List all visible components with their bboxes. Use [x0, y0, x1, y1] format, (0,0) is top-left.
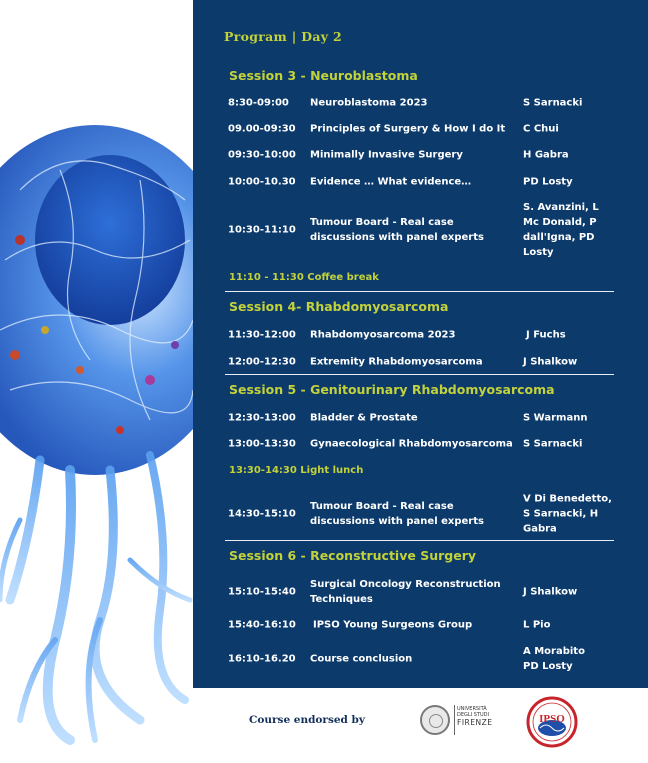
row-time: 09:30-10:00	[228, 149, 296, 161]
schedule-row	[228, 435, 618, 453]
row-time: 12:00-12:30	[228, 356, 296, 368]
row-speaker: C Chui	[523, 123, 559, 135]
session-title: Session 5 - Genitourinary Rhabdomyosarcoma	[229, 382, 555, 397]
program-title: Program | Day 2	[224, 29, 342, 44]
session-title: Session 4- Rhabdomyosarcoma	[229, 299, 449, 314]
schedule-row	[228, 173, 618, 191]
ipso-logo	[526, 696, 578, 748]
row-topic: Course conclusion	[310, 653, 413, 665]
row-time: 10:00-10.30	[228, 176, 296, 188]
row-time: 15:10-15:40	[228, 586, 296, 598]
divider	[225, 374, 614, 375]
divider	[225, 540, 614, 541]
row-speaker: S Sarnacki	[523, 438, 583, 450]
row-topic: Principles of Surgery & How I do It	[310, 123, 506, 135]
row-topic: Gynaecological Rhabdomyosarcoma	[310, 438, 513, 450]
program-panel	[193, 0, 648, 688]
row-speaker: J Shalkow	[523, 586, 578, 598]
university-florence-logo	[420, 703, 496, 743]
schedule-row	[228, 642, 618, 676]
logo-line: FIRENZE	[457, 718, 493, 727]
lunch-break: 13:30-14:30 Light lunch	[229, 465, 364, 476]
row-speaker: A Morabito PD Losty	[523, 646, 585, 672]
row-time: 12:30-13:00	[228, 412, 296, 424]
row-topic: Extremity Rhabdomyosarcoma	[310, 356, 483, 368]
row-speaker: J Fuchs	[526, 329, 566, 341]
row-topic: IPSO Young Surgeons Group	[313, 619, 473, 631]
row-speaker: S Sarnacki	[523, 97, 583, 109]
row-speaker: S Warmann	[523, 412, 588, 424]
schedule-row	[228, 198, 618, 262]
row-time: 15:40-16:10	[228, 619, 296, 631]
row-time: 14:30-15:10	[228, 508, 296, 520]
schedule-row	[228, 120, 618, 138]
row-time: 09.00-09:30	[228, 123, 296, 135]
row-topic: Surgical Oncology Reconstruction Techniques	[310, 579, 501, 605]
schedule-row	[228, 326, 618, 344]
schedule-row	[228, 490, 618, 538]
row-speaker: PD Losty	[523, 176, 573, 188]
row-speaker: H Gabra	[523, 149, 569, 161]
logo-line: DEGLI STUDI	[457, 712, 489, 718]
row-speaker: V Di Benedetto, S Sarnacki, H Gabra	[523, 493, 612, 535]
cell-illustration	[0, 0, 193, 763]
row-topic: Tumour Board - Real case discussions with panel experts	[310, 501, 484, 527]
row-speaker: L Pio	[523, 619, 551, 631]
schedule-row	[228, 94, 618, 112]
row-time: 8:30-09:00	[228, 97, 289, 109]
ipso-text: IPSO	[539, 713, 565, 725]
row-time: 11:30-12:00	[228, 329, 296, 341]
session-title: Session 6 - Reconstructive Surgery	[229, 548, 477, 563]
row-topic: Evidence … What evidence…	[310, 176, 472, 188]
schedule-row	[228, 616, 618, 634]
university-seal-icon	[420, 705, 450, 735]
row-time: 16:10-16.20	[228, 653, 296, 665]
row-speaker: S. Avanzini, L Mc Donald, P dall'Igna, PD Losty	[523, 202, 599, 258]
endorsed-label: Course endorsed by	[249, 714, 365, 726]
row-topic: Bladder & Prostate	[310, 412, 418, 424]
coffee-break: 11:10 - 11:30 Coffee break	[229, 272, 379, 283]
row-topic: Tumour Board - Real case discussions with panel experts	[310, 217, 484, 243]
divider	[225, 291, 614, 292]
session-title: Session 3 - Neuroblastoma	[229, 68, 418, 83]
row-topic: Minimally Invasive Surgery	[310, 149, 463, 161]
row-time: 10:30-11:10	[228, 224, 296, 236]
logo-line: UNIVERSITÀ	[457, 706, 487, 712]
row-time: 13:00-13:30	[228, 438, 296, 450]
schedule-row	[228, 409, 618, 427]
schedule-row	[228, 146, 618, 164]
row-speaker: J Shalkow	[523, 356, 578, 368]
row-topic: Rhabdomyosarcoma 2023	[310, 329, 456, 341]
schedule-row	[228, 576, 618, 608]
schedule-row	[228, 353, 618, 371]
row-topic: Neuroblastoma 2023	[310, 97, 428, 109]
